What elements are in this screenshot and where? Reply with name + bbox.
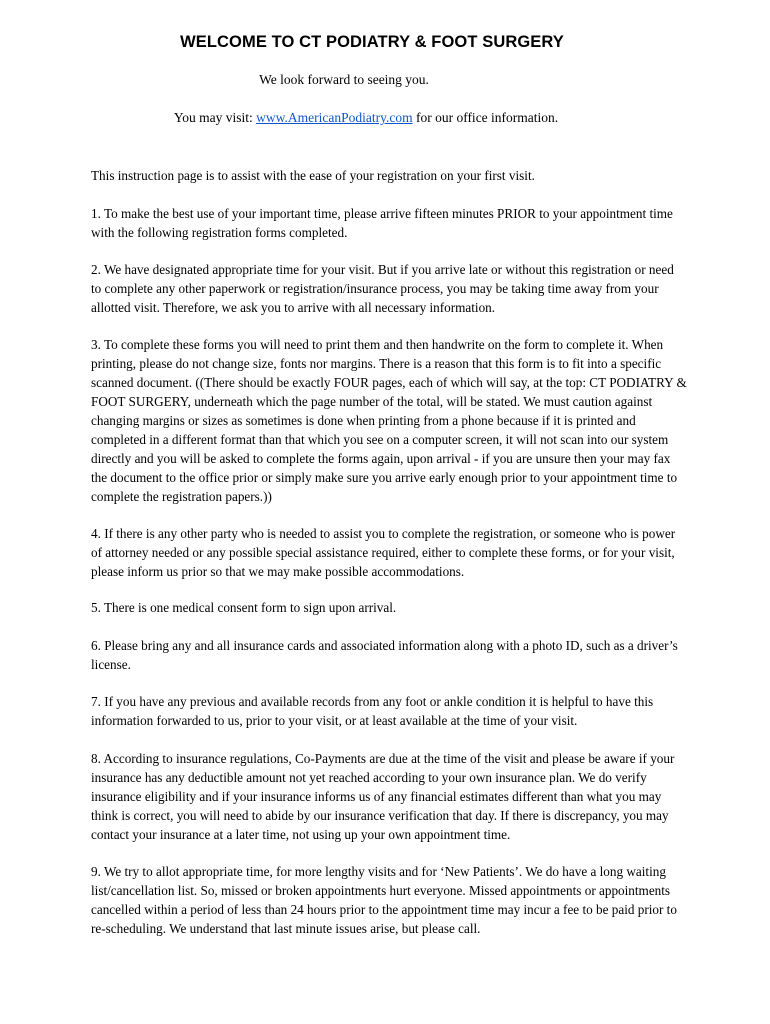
instruction-item-3: 3. To complete these forms you will need to print them and then handwrite on the form to complete it. When printing, please do not change size, fonts nor margins. There is a reason that this form is to fit into a specific scanned document. ((There should be exactly FOUR pages, each of which will say, at the top: CT PODIATRY & FOOT SURGERY, underneath which the page number of the total, will be stated. We must caution against changing margins or sizes as sometimes is done when printing from a phone because if it is printed and completed in a different format than that which you see on a computer screen, it will not scan into our system directly and you will be asked to complete the forms again, upon arrival - if you are unsure then your may fax the document to the office prior or simply make sure you arrive early enough prior to your appointment time to complete the registration papers.)) xyxy=(91,337,687,504)
page-title: WELCOME TO CT PODIATRY & FOOT SURGERY xyxy=(180,33,564,51)
instruction-item-7: 7. If you have any previous and available records from any foot or ankle condition it is helpful to have this information forwarded to us, prior to your visit, or at least available at the time of your visit. xyxy=(91,694,654,728)
instruction-item-1: 1. To make the best use of your important time, please arrive fifteen minutes PRIOR to your appointment time with the following registration forms completed. xyxy=(91,206,673,240)
instruction-item-8: 8. According to insurance regulations, Co-Payments are due at the time of the visit and please be aware if your insurance has any deductible amount not yet reached according to your own insurance plan. We do verify insurance eligibility and if your insurance informs us of any financial estimates different than what you may think is correct, you will need to abide by our insurance verification that day. If there is discrepancy, you may contact your insurance at a later time, not using up your own appointment time. xyxy=(91,751,675,842)
instruction-item-5: 5. There is one medical consent form to sign upon arrival. xyxy=(91,600,397,615)
instruction-item-2: 2. We have designated appropriate time for your visit. But if you arrive late or without this registration or need to complete any other paperwork or registration/insurance process, you may be taking time away from your allotted visit. Therefore, we ask you to arrive with all necessary information. xyxy=(91,262,674,315)
website-link[interactable]: www.AmericanPodiatry.com xyxy=(256,110,413,125)
instruction-item-6: 6. Please bring any and all insurance cards and associated information along with a photo ID, such as a driver’s license. xyxy=(91,638,678,672)
visit-prefix: You may visit: xyxy=(173,110,257,125)
visit-suffix: for our office information. xyxy=(412,110,559,125)
page-subtitle: We look forward to seeing you. xyxy=(259,72,429,87)
visit-line xyxy=(0,110,732,126)
intro-paragraph: This instruction page is to assist with the ease of your registration on your first visit. xyxy=(91,168,535,183)
instruction-item-9: 9. We try to allot appropriate time, for more lengthy visits and for ‘New Patients’. We do have a long waiting list/cancellation list. So, missed or broken appointments hurt everyone. Missed appointments or appointments cancelled within a period of less than 24 hours prior to the appointment time may incur a fee to be paid prior to re-scheduling. We understand that last minute issues arise, but please call. xyxy=(91,864,677,936)
instruction-item-4: 4. If there is any other party who is needed to assist you to complete the registration, or someone who is power of attorney needed or any possible special assistance required, either to complete these forms, or for your visit, please inform us prior so that we may make possible accommodations. xyxy=(91,526,676,579)
